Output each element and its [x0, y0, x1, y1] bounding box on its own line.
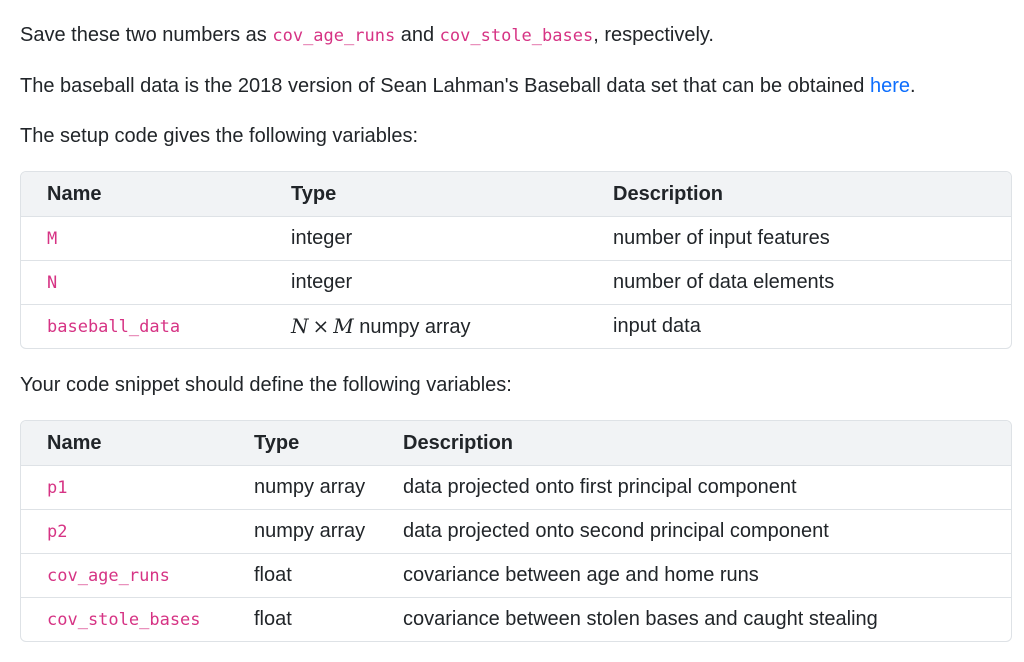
- table-row: [21, 305, 1011, 348]
- table-row: [21, 217, 1011, 261]
- header-name: Name: [21, 172, 265, 217]
- define-text: Your code snippet should define the following variables:: [20, 374, 512, 396]
- intro-prefix: Save these two numbers as: [20, 24, 273, 46]
- math-n: N: [291, 314, 309, 338]
- setup-variables-table: [20, 171, 1012, 349]
- intro-middle: and: [395, 24, 440, 46]
- cell-type: numpy array: [228, 510, 377, 554]
- var-cov-age-runs: cov_age_runs: [272, 26, 396, 46]
- cell-name: [21, 598, 228, 641]
- cell-name: [21, 217, 265, 261]
- intro-paragraph: [20, 0, 1012, 50]
- var-p2: p2: [47, 522, 68, 542]
- table-row: [21, 466, 1011, 510]
- table-row: [21, 510, 1011, 554]
- cell-description: covariance between stolen bases and caught stealing: [403, 608, 878, 630]
- cell-type: float: [228, 554, 377, 598]
- header-description: Description: [587, 172, 1011, 217]
- cell-description: number of input features: [587, 217, 1011, 261]
- cell-description: input data: [613, 315, 701, 337]
- cell-description: data projected onto second principal component: [377, 510, 1011, 554]
- var-cov-stole-bases: cov_stole_bases: [439, 26, 594, 46]
- data-source-suffix: .: [910, 75, 916, 97]
- header-type: Type: [228, 421, 377, 466]
- define-variables-table: [20, 420, 1012, 642]
- table-row: [21, 261, 1011, 305]
- cell-type: integer: [265, 261, 587, 305]
- setup-text: The setup code gives the following variables:: [20, 125, 419, 147]
- cell-name: [21, 554, 228, 598]
- table-header-row: [21, 172, 1011, 217]
- math-m: M: [333, 314, 354, 338]
- var-cov-stole-bases: cov_stole_bases: [47, 610, 201, 630]
- var-n: N: [47, 273, 58, 293]
- cell-type: [265, 305, 587, 348]
- var-baseball-data: baseball_data: [47, 317, 181, 337]
- cell-name: [21, 261, 265, 305]
- cell-type: integer: [265, 217, 587, 261]
- table-header-row: [21, 421, 1011, 466]
- data-source-text: The baseball data is the 2018 version of Sean Lahman's Baseball data set that can be obtained: [20, 75, 870, 97]
- cell-type: float: [254, 608, 292, 630]
- math-times: ×: [312, 314, 330, 338]
- header-type: Type: [265, 172, 587, 217]
- cell-name: [21, 510, 228, 554]
- header-name: Name: [21, 421, 228, 466]
- cell-type: numpy array: [228, 466, 377, 510]
- var-m: M: [47, 229, 58, 249]
- table-row: [21, 598, 1011, 641]
- cell-description: data projected onto first principal component: [377, 466, 1011, 510]
- math-expression: [291, 314, 354, 338]
- cell-name: [21, 305, 265, 348]
- var-cov-age-runs: cov_age_runs: [47, 566, 170, 586]
- intro-suffix: , respectively.: [593, 24, 714, 46]
- here-link[interactable]: here: [869, 75, 910, 97]
- cell-description: number of data elements: [587, 261, 1011, 305]
- header-description: Description: [377, 421, 1011, 466]
- cell-description: covariance between age and home runs: [377, 554, 1011, 598]
- table-row: [21, 554, 1011, 598]
- type-text: numpy array: [353, 316, 471, 338]
- data-source-paragraph: [20, 50, 1012, 100]
- cell-name: [21, 466, 228, 510]
- var-p1: p1: [47, 478, 68, 498]
